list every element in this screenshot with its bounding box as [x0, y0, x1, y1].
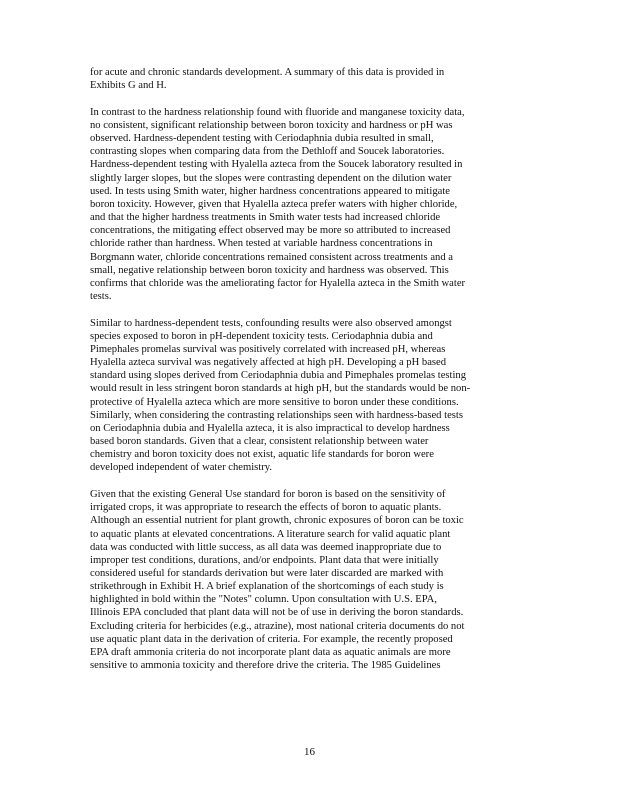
text-line: Hardness-dependent testing with Hyalella azteca from the Soucek laboratory resulted in — [90, 159, 463, 171]
text-line: Exhibits G and H. — [90, 80, 167, 92]
text-line: on Ceriodaphnia dubia and Hyalella azteca, it is also impractical to develop hardness — [90, 422, 450, 434]
text-line: irrigated crops, it was appropriate to research the effects of boron to aquatic plants. — [90, 502, 442, 514]
text-line: concentrations, the mitigating effect observed may be more so attributed to increased — [90, 225, 451, 237]
text-line: strikethrough in Exhibit H. A brief explanation of the shortcomings of each study is — [90, 581, 444, 593]
text-line: data was conducted with little success, as all data was deemed inappropriate due to — [90, 541, 442, 553]
text-line: would result in less stringent boron standards at high pH, but the standards would be non- — [90, 383, 471, 395]
paragraph-ph-dependent-tests — [90, 317, 530, 475]
text-line: EPA draft ammonia criteria do not incorporate plant data as aquatic animals are more — [90, 646, 451, 658]
text-line: sensitive to ammonia toxicity and therefore drive the criteria. The 1985 Guidelines — [90, 660, 441, 672]
text-line: and that the higher hardness treatments in Smith water tests had increased chloride — [90, 212, 441, 224]
text-line: Hyalella azteca survival was negatively affected at high pH. Developing a pH based — [90, 357, 447, 369]
paragraph-exhibits-intro — [90, 66, 530, 92]
text-line: for acute and chronic standards development. A summary of this data is provided in — [90, 67, 445, 78]
text-line: Similar to hardness-dependent tests, confounding results were also observed amongst — [90, 317, 452, 329]
text-line: tests. — [90, 291, 112, 302]
text-line: no consistent, significant relationship between boron toxicity and hardness or pH was — [90, 119, 453, 131]
text-line: Similarly, when considering the contrasting relationships seen with hardness-based tests — [90, 409, 463, 421]
text-line: Borgmann water, chloride concentrations remained consistent across treatments and a — [90, 251, 453, 263]
text-line: developed independent of water chemistry. — [90, 462, 272, 474]
text-line: boron toxicity. However, given that Hyalella azteca prefer waters with higher chloride, — [90, 198, 458, 210]
text-line: Excluding criteria for herbicides (e.g., atrazine), most national criteria documents do not — [90, 620, 465, 632]
text-line: chemistry and boron toxicity does not exist, aquatic life standards for boron were — [90, 449, 434, 461]
text-line: use aquatic plant data in the derivation of criteria. For example, the recently proposed — [90, 633, 453, 645]
text-line: chloride rather than hardness. When tested at variable hardness concentrations in — [90, 238, 433, 250]
text-line: based boron standards. Given that a clear, consistent relationship between water — [90, 436, 429, 448]
paragraph-hardness-relationship — [90, 106, 530, 303]
text-line: slightly larger slopes, but the slopes were contrasting dependent on the dilution water — [90, 172, 452, 184]
text-line: confirms that chloride was the ameliorating factor for Hyalella azteca in the Smith water — [90, 277, 466, 289]
text-line: highlighted in bold within the "Notes" column. Upon consultation with U.S. EPA, — [90, 594, 437, 606]
document-body — [90, 66, 530, 686]
text-line: used. In tests using Smith water, higher hardness concentrations appeared to mitigate — [90, 185, 450, 197]
text-line: protective of Hyalella azteca which are more sensitive to boron under these conditions. — [90, 396, 459, 408]
page-number: 16 — [304, 746, 315, 758]
text-line: In contrast to the hardness relationship found with fluoride and manganese toxicity data, — [90, 106, 465, 118]
text-line: Illinois EPA concluded that plant data will not be of use in deriving the boron standards. — [90, 607, 464, 619]
text-line: Although an essential nutrient for plant growth, chronic exposures of boron can be toxic — [90, 515, 464, 527]
text-line: Pimephales promelas survival was positively correlated with increased pH, whereas — [90, 343, 446, 355]
text-line: standard using slopes derived from Ceriodaphnia dubia and Pimephales promelas testing — [90, 370, 466, 382]
text-line: species exposed to boron in pH-dependent toxicity tests. Ceriodaphnia dubia and — [90, 330, 433, 342]
text-line: to aquatic plants at elevated concentrations. A literature search for valid aquatic plant — [90, 528, 451, 540]
text-line: Given that the existing General Use standard for boron is based on the sensitivity of — [90, 489, 446, 501]
text-line: considered useful for standards derivation but were later discarded are marked with — [90, 567, 444, 579]
text-line: small, negative relationship between boron toxicity and hardness was observed. This — [90, 264, 449, 276]
text-line: observed. Hardness-dependent testing with Ceriodaphnia dubia resulted in small, — [90, 133, 434, 145]
text-line: contrasting slopes when comparing data from the Dethloff and Soucek laboratories. — [90, 146, 445, 158]
paragraph-aquatic-plants — [90, 488, 530, 672]
text-line: improper test conditions, durations, and/or endpoints. Plant data that were initially — [90, 554, 439, 566]
